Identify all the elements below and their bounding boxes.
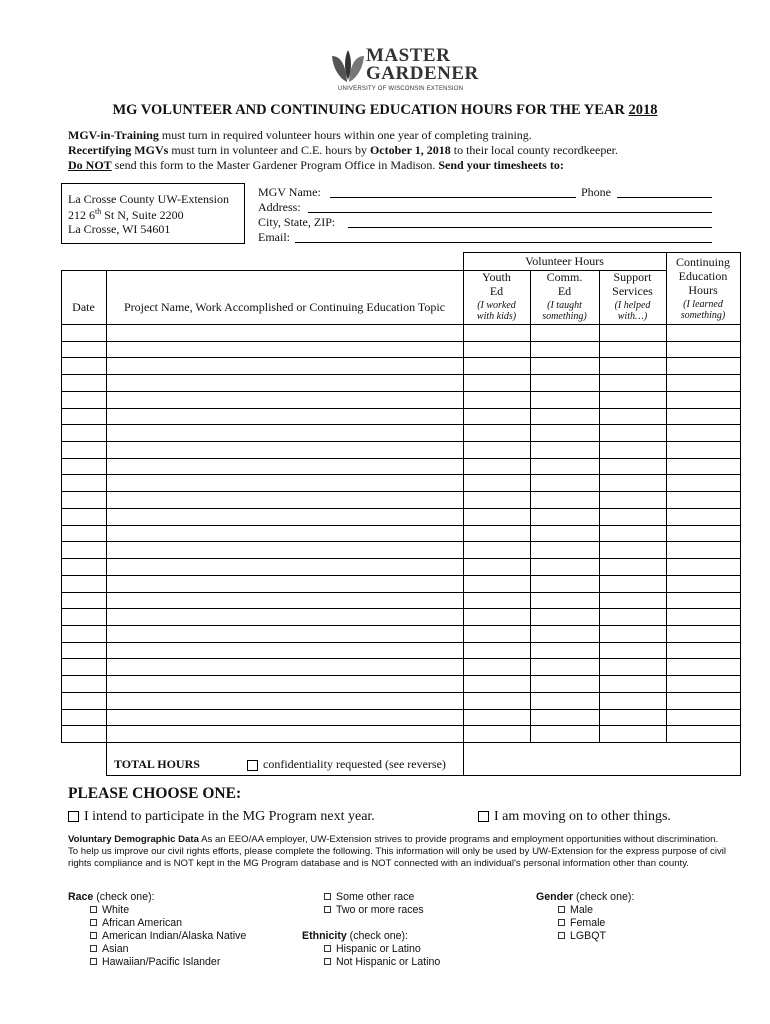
race-hint: (check one): [93,891,155,903]
instruction-deadline: October 1, 2018 [369,143,451,157]
page-title [0,102,770,119]
table-row[interactable] [61,608,741,609]
ethnicity-hint: (check one): [346,930,408,942]
table-row[interactable] [61,341,741,342]
instruction-send-to: Send your timesheets to: [438,158,564,172]
logo-subtitle: UNIVERSITY OF WISCONSIN EXTENSION [338,86,464,92]
instruction-do-not: Do NOT [68,158,112,172]
table-row[interactable] [61,725,741,726]
race-option-hawaiian[interactable]: Hawaiian/Pacific Islander [68,956,246,969]
moving-on-checkbox[interactable] [478,811,489,822]
table-row[interactable] [61,658,741,659]
logo-line-gardener: GARDENER [366,63,479,84]
address-label: Address: [258,200,301,214]
city-state-zip-field[interactable] [348,227,712,228]
race-label: Race [68,891,94,903]
gender-label: Gender [536,891,574,903]
table-row[interactable] [61,441,741,442]
table-row[interactable] [61,692,741,693]
instruction-recertify-end: to their local county recordkeeper. [450,143,618,157]
gender-option-female[interactable]: Female [536,917,634,930]
mgv-name-label: MGV Name: [258,185,321,199]
table-row[interactable] [61,391,741,392]
race-option-other[interactable]: Some other race [302,891,440,904]
mgv-name-field[interactable] [330,197,576,198]
instruction-send-text: send this form to the Master Gardener Program Office in Madison. [111,158,439,172]
table-row[interactable] [61,408,741,409]
phone-label: Phone [581,185,611,199]
project-column-header: Project Name, Work Accomplished or Continuing Education Topic [123,300,446,314]
table-row[interactable] [61,474,741,475]
gender-option-lgbqt[interactable]: LGBQT [536,930,634,943]
table-row[interactable] [61,508,741,509]
table-row[interactable] [61,541,741,542]
gender-hint: (check one): [573,891,635,903]
table-row[interactable] [61,374,741,375]
title-year: 2018 [628,102,658,118]
logo-line-master: MASTER [366,45,451,66]
race-option-asian[interactable]: Asian [68,943,246,956]
table-row[interactable] [61,491,741,492]
table-row[interactable] [61,357,741,358]
race-option-white[interactable]: White [68,904,246,917]
comm-ed-header: Comm. Ed (I taught something) [542,270,587,322]
table-row[interactable] [61,709,741,710]
table-row[interactable] [61,742,741,743]
leaf-logo-icon [330,50,366,84]
table-row[interactable] [61,642,741,643]
ethnicity-label: Ethnicity [302,930,347,942]
race-option-two-or-more[interactable]: Two or more races [302,904,440,917]
ethnicity-option-hispanic[interactable]: Hispanic or Latino [302,943,440,956]
mailing-address-box [61,183,245,244]
support-services-header: Support Services (I helped with…) [612,270,653,322]
moving-on-label: I am moving on to other things. [494,809,671,824]
instruction-recertify [68,143,618,158]
title-text: MG VOLUNTEER AND CONTINUING EDUCATION HOURS FOR THE YEAR [112,102,625,118]
table-row[interactable] [61,675,741,676]
continuing-education-header: Continuing Education Hours (I learned something) [675,255,730,321]
participate-option[interactable] [68,809,375,825]
confidentiality-checkbox[interactable] [247,760,258,771]
address-line-2: 212 6th St N, Suite 2200 [68,207,184,222]
address-line-3: La Crosse, WI 54601 [68,222,171,236]
participate-checkbox[interactable] [68,811,79,822]
table-row[interactable] [61,558,741,559]
confidentiality-option[interactable] [247,757,446,772]
table-row[interactable] [61,575,741,576]
gender-option-male[interactable]: Male [536,904,634,917]
total-hours-label: TOTAL HOURS [114,757,200,771]
instruction-training-bold: MGV-in-Training [68,128,159,142]
table-row[interactable] [61,458,741,459]
participate-label: I intend to participate in the MG Program next year. [84,809,375,824]
instruction-recertify-text: must turn in volunteer and C.E. hours by [168,143,370,157]
race-option-american-indian[interactable]: American Indian/Alaska Native [68,930,246,943]
city-state-zip-label: City, State, ZIP: [258,215,336,229]
race-ethnicity-section [302,891,440,969]
address-line-1: La Crosse County UW-Extension [68,192,229,206]
race-section [68,891,246,969]
youth-ed-header: Youth Ed (I worked with kids) [476,270,517,322]
hours-log-table [61,252,741,776]
phone-field[interactable] [617,197,712,198]
choose-heading: PLEASE CHOOSE ONE: [68,785,242,802]
instruction-training [68,128,532,143]
confidentiality-label: confidentiality requested (see reverse) [263,757,446,771]
demographic-notice [68,834,728,870]
demographic-heading: Voluntary Demographic Data [68,834,199,845]
table-row[interactable] [61,424,741,425]
gender-section [536,891,634,943]
instruction-training-text: must turn in required volunteer hours within one year of completing training. [158,128,532,142]
instruction-send [68,158,564,173]
address-field[interactable] [308,212,712,213]
volunteer-hours-header: Volunteer Hours [525,254,604,268]
demographic-text: As an EEO/AA employer, UW-Extension strives to provide programs and employment opportunities without discrimination. To help us improve our civil rights efforts, please complete the following. This information will only be used by UW-Extension for the express purpose of civil rights compliance and is NOT kept in the MG Program database and is NOT connected with an individual's personal information other than county. [68,834,727,869]
table-row[interactable] [61,625,741,626]
ethnicity-option-not-hispanic[interactable]: Not Hispanic or Latino [302,956,440,969]
race-option-african-american[interactable]: African American [68,917,246,930]
instruction-recertify-bold: Recertifying MGVs [68,143,169,157]
email-field[interactable] [295,242,712,243]
moving-on-option[interactable] [478,809,671,825]
date-column-header: Date [72,300,95,314]
master-gardener-logo [330,45,479,92]
table-row[interactable] [61,592,741,593]
email-label: Email: [258,230,290,244]
table-row[interactable] [61,525,741,526]
